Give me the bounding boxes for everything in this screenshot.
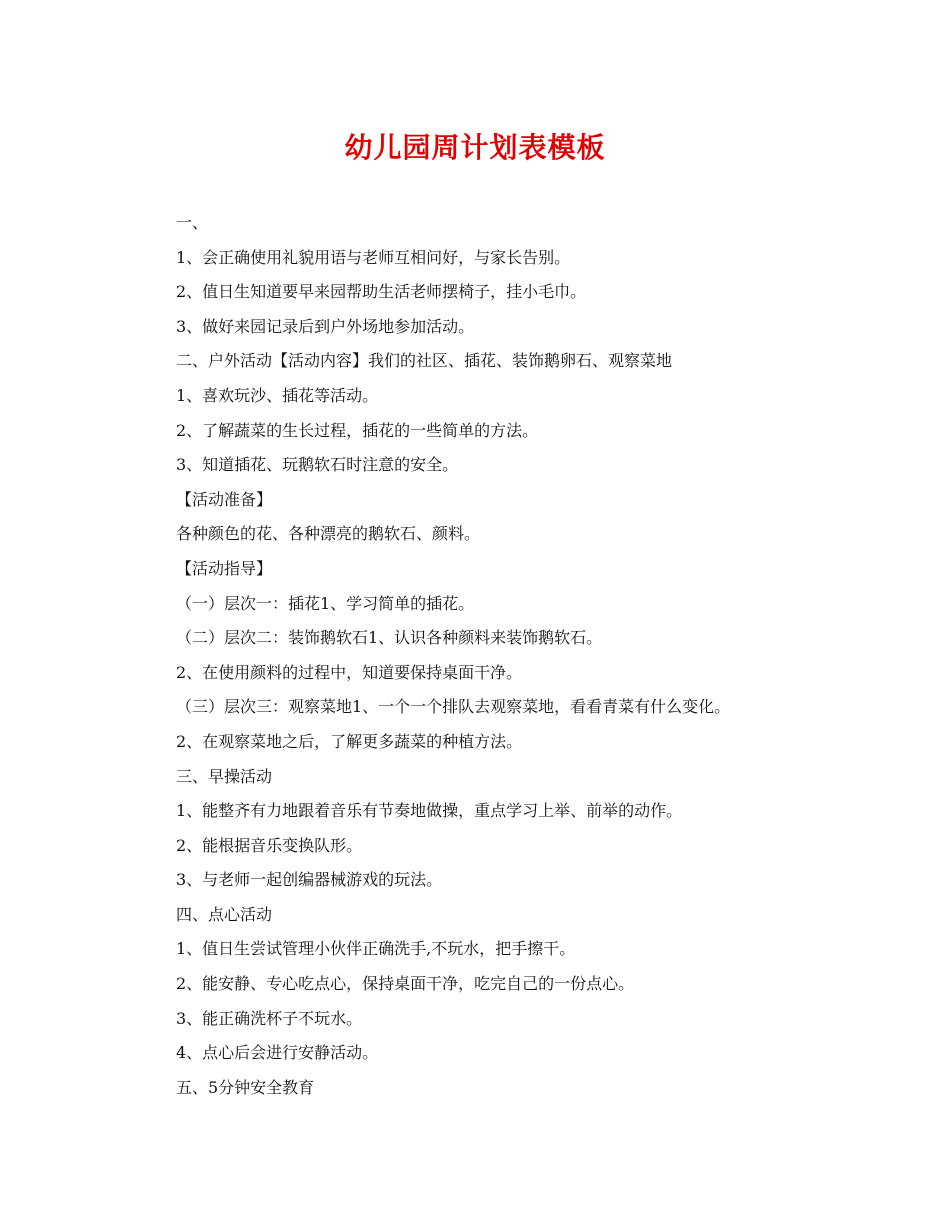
document-body	[176, 206, 876, 1105]
list-item: （一）层次一：插花1、学习简单的插花。	[176, 593, 475, 613]
list-item: 3、与老师一起创编器械游戏的玩法。	[176, 870, 443, 890]
list-item: 2、值日生知道要早来园帮助生活老师摆椅子，挂小毛巾。	[176, 282, 587, 302]
subheading-activity-guide: 【活动指导】	[176, 558, 273, 578]
list-item: （二）层次二：装饰鹅软石1、认识各种颜料来装饰鹅软石。	[176, 628, 603, 648]
list-item: （三）层次三：观察菜地1、一个一个排队去观察菜地，看看青菜有什么变化。	[176, 697, 731, 717]
list-item: 3、知道插花、玩鹅软石时注意的安全。	[176, 455, 459, 475]
list-item: 3、能正确洗杯子不玩水。	[176, 1008, 363, 1028]
list-item: 2、能安静、专心吃点心，保持桌面干净，吃完自己的一份点心。	[176, 974, 635, 994]
list-item: 1、值日生尝试管理小伙伴正确洗手,不玩水，把手擦干。	[176, 939, 576, 959]
section-heading-1: 一、	[176, 213, 209, 232]
list-item: 1、能整齐有力地跟着音乐有节奏地做操，重点学习上举、前举的动作。	[176, 801, 683, 821]
section-heading-4: 四、点心活动	[176, 904, 273, 924]
list-item: 2、在使用颜料的过程中，知道要保持桌面干净。	[176, 662, 523, 682]
list-item: 1、会正确使用礼貌用语与老师互相问好，与家长告别。	[176, 247, 571, 267]
list-item: 4、点心后会进行安静活动。	[176, 1043, 379, 1063]
section-heading-2: 二、户外活动【活动内容】我们的社区、插花、装饰鹅卵石、观察菜地	[176, 351, 673, 371]
list-item: 2、能根据音乐变换队形。	[176, 835, 363, 855]
list-item: 1、喜欢玩沙、插花等活动。	[176, 385, 379, 405]
section-heading-3: 三、早操活动	[176, 766, 273, 786]
list-item: 2、了解蔬菜的生长过程，插花的一些简单的方法。	[176, 420, 539, 440]
subheading-activity-prep: 【活动准备】	[176, 489, 273, 509]
list-item: 2、在观察菜地之后，了解更多蔬菜的种植方法。	[176, 731, 523, 751]
paragraph: 各种颜色的花、各种漂亮的鹅软石、颜料。	[176, 524, 481, 544]
section-heading-5: 五、5分钟安全教育	[176, 1077, 315, 1097]
document-title: 幼儿园周计划表模板	[344, 131, 606, 164]
list-item: 3、做好来园记录后到户外场地参加活动。	[176, 316, 475, 336]
